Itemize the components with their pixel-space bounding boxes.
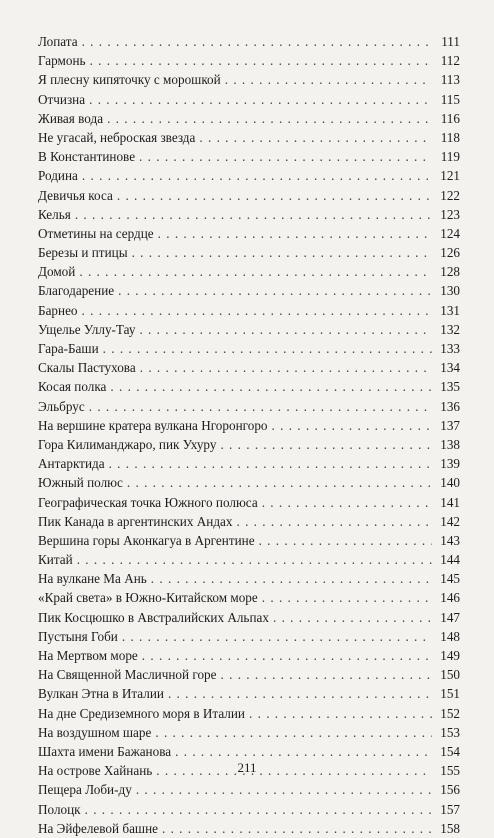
toc-entry	[38, 646, 460, 665]
toc-entry-page: 146	[440, 590, 460, 606]
dot-leader	[262, 493, 432, 512]
toc-entry	[38, 70, 460, 89]
toc-entry-page: 133	[440, 341, 460, 356]
toc-entry-page: 139	[440, 456, 460, 472]
toc-entry	[38, 339, 460, 358]
toc-entry-title: Благодарение	[38, 283, 115, 299]
dot-leader	[175, 742, 432, 761]
toc-entry-page: 112	[440, 53, 460, 69]
toc-entry-page: 126	[440, 245, 460, 261]
table-of-contents	[38, 32, 460, 838]
dot-leader	[90, 51, 432, 70]
toc-entry	[38, 186, 460, 205]
toc-entry-page: 154	[440, 743, 460, 759]
toc-entry-title: Родина	[38, 168, 78, 184]
toc-entry	[38, 588, 460, 607]
toc-entry	[38, 128, 460, 147]
toc-entry-title: Березы и птицы	[38, 245, 128, 261]
toc-entry-page: 122	[440, 187, 460, 203]
toc-entry	[38, 473, 460, 492]
toc-entry-page: 145	[440, 571, 460, 587]
toc-entry-page: 155	[440, 763, 460, 779]
toc-entry	[38, 243, 460, 262]
toc-entry	[38, 684, 460, 703]
toc-entry-page: 158	[440, 820, 460, 836]
dot-leader	[89, 90, 432, 109]
dot-leader	[136, 780, 432, 799]
toc-entry-title: Китай	[38, 552, 73, 568]
dot-leader	[79, 262, 432, 281]
toc-entry	[38, 800, 460, 819]
toc-entry-page: 156	[440, 782, 460, 798]
toc-entry-page: 134	[440, 360, 460, 376]
toc-entry-page: 141	[440, 494, 460, 510]
toc-entry-title: На острове Хайнань	[38, 763, 153, 779]
dot-leader	[82, 166, 432, 185]
toc-entry-page: 150	[440, 667, 460, 683]
toc-entry	[38, 780, 460, 799]
toc-entry-title: На вулкане Ма Ань	[38, 571, 147, 587]
dot-leader	[77, 550, 432, 569]
toc-entry	[38, 665, 460, 684]
dot-leader	[82, 301, 432, 320]
toc-entry-page: 135	[440, 379, 460, 395]
dot-leader	[117, 186, 432, 205]
dot-leader	[162, 819, 432, 838]
dot-leader	[158, 224, 432, 243]
dot-leader	[140, 358, 432, 377]
toc-entry	[38, 32, 460, 51]
toc-entry-page: 136	[440, 398, 460, 414]
toc-entry-title: На вершине кратера вулкана Нгоронгоро	[38, 417, 268, 433]
toc-entry-page: 118	[440, 129, 460, 145]
toc-entry-page: 111	[441, 34, 460, 49]
toc-entry-page: 153	[440, 724, 460, 740]
toc-entry-page: 131	[440, 302, 460, 318]
toc-entry	[38, 742, 460, 761]
toc-entry	[38, 627, 460, 646]
toc-entry	[38, 262, 460, 281]
page-number: 211	[237, 760, 257, 775]
dot-leader	[127, 473, 432, 492]
toc-entry-title: Географическая точка Южного полюса	[38, 494, 258, 510]
dot-leader	[103, 339, 432, 358]
toc-entry	[38, 608, 460, 627]
dot-leader	[168, 684, 432, 703]
toc-entry-page: 144	[440, 552, 460, 568]
toc-entry-title: Живая вода	[38, 110, 104, 126]
toc-entry-title: Пик Канада в аргентинских Андах	[38, 513, 233, 529]
toc-entry-title: Эльбрус	[38, 398, 85, 414]
toc-entry	[38, 569, 460, 588]
toc-entry-page: 137	[440, 417, 460, 433]
toc-entry	[38, 51, 460, 70]
toc-entry	[38, 512, 460, 531]
toc-entry	[38, 397, 460, 416]
toc-entry-page: 143	[440, 532, 460, 548]
toc-entry	[38, 454, 460, 473]
dot-leader	[221, 665, 433, 684]
toc-entry-title: На Священной Масличной горе	[38, 667, 217, 683]
toc-entry-page: 115	[440, 91, 460, 107]
toc-entry	[38, 147, 460, 166]
toc-entry-page: 113	[440, 72, 460, 88]
toc-entry-title: Вулкан Этна в Италии	[38, 686, 164, 702]
dot-leader	[259, 531, 432, 550]
toc-entry	[38, 224, 460, 243]
toc-entry-page: 132	[440, 321, 460, 337]
toc-entry-title: Гармонь	[38, 53, 86, 69]
toc-entry-title: Келья	[38, 206, 71, 222]
dot-leader	[139, 320, 432, 339]
dot-leader	[142, 646, 432, 665]
toc-entry	[38, 358, 460, 377]
dot-leader	[220, 435, 432, 454]
toc-entry	[38, 320, 460, 339]
toc-entry-title: На дне Средиземного моря в Италии	[38, 705, 245, 721]
dot-leader	[249, 704, 432, 723]
toc-entry	[38, 281, 460, 300]
dot-leader	[151, 569, 432, 588]
toc-entry-title: Ущелье Уллу-Тау	[38, 321, 136, 337]
toc-entry-page: 119	[440, 149, 460, 165]
dot-leader	[273, 608, 432, 627]
toc-entry-title: Барнео	[38, 302, 78, 318]
dot-leader	[107, 109, 432, 128]
toc-entry	[38, 90, 460, 109]
toc-entry-title: Скалы Пастухова	[38, 360, 136, 376]
dot-leader	[225, 70, 432, 89]
toc-entry-page: 140	[440, 475, 460, 491]
toc-entry-title: На воздушном шаре	[38, 724, 152, 740]
toc-entry-title: Косая полка	[38, 379, 107, 395]
toc-entry-title: Полоцк	[38, 801, 81, 817]
dot-leader	[118, 281, 432, 300]
toc-entry-title: Лопата	[38, 34, 78, 49]
toc-entry	[38, 301, 460, 320]
toc-entry-title: Отметины на сердце	[38, 225, 154, 241]
toc-entry-page: 142	[440, 513, 460, 529]
toc-entry-title: Пещера Лоби-ду	[38, 782, 132, 798]
toc-entry	[38, 493, 460, 512]
toc-entry-title: На Мертвом море	[38, 648, 138, 663]
toc-entry	[38, 819, 460, 838]
dot-leader	[272, 416, 432, 435]
toc-entry	[38, 205, 460, 224]
dot-leader	[262, 588, 432, 607]
toc-entry-page: 124	[440, 225, 460, 241]
toc-entry	[38, 531, 460, 550]
toc-entry-title: На Эйфелевой башне	[38, 820, 158, 836]
dot-leader	[89, 397, 432, 416]
toc-entry-title: Домой	[38, 264, 76, 280]
toc-entry-title: «Край света» в Южно-Китайском море	[38, 590, 258, 606]
toc-entry-title: Пик Косцюшко в Австралийских Альпах	[38, 609, 269, 625]
toc-entry	[38, 550, 460, 569]
dot-leader	[199, 128, 432, 147]
dot-leader	[122, 627, 432, 646]
dot-leader	[132, 243, 432, 262]
toc-entry-page: 128	[440, 264, 460, 280]
dot-leader	[236, 512, 432, 531]
toc-entry-title: Не угасай, неброская звезда	[38, 129, 196, 145]
toc-entry	[38, 435, 460, 454]
toc-entry-page: 157	[440, 801, 460, 817]
toc-entry-title: Антарктида	[38, 456, 105, 472]
toc-entry-page: 130	[440, 283, 460, 299]
toc-entry-page: 121	[440, 168, 460, 184]
toc-entry-page: 151	[440, 686, 460, 702]
toc-entry-page: 149	[440, 648, 460, 663]
toc-entry-page: 116	[440, 110, 460, 126]
dot-leader	[82, 32, 432, 51]
toc-entry	[38, 704, 460, 723]
toc-entry	[38, 416, 460, 435]
toc-entry	[38, 109, 460, 128]
toc-entry-title: Гара-Баши	[38, 341, 99, 356]
toc-entry-page: 138	[440, 436, 460, 452]
toc-entry-title: В Константинове	[38, 149, 136, 165]
dot-leader	[139, 147, 432, 166]
toc-entry-title: Южный полюс	[38, 475, 123, 491]
dot-leader	[85, 800, 432, 819]
toc-entry-title: Девичья коса	[38, 187, 113, 203]
dot-leader	[75, 205, 432, 224]
dot-leader	[110, 377, 432, 396]
dot-leader	[155, 723, 432, 742]
toc-entry-page: 152	[440, 705, 460, 721]
dot-leader	[109, 454, 432, 473]
toc-entry-title: Отчизна	[38, 91, 86, 107]
toc-entry	[38, 166, 460, 185]
toc-entry-page: 148	[440, 628, 460, 644]
toc-entry	[38, 377, 460, 396]
toc-entry-title: Гора Килиманджаро, пик Ухуру	[38, 436, 217, 452]
toc-entry-title: Пустыня Гоби	[38, 628, 118, 644]
toc-entry-title: Вершина горы Аконкагуа в Аргентине	[38, 532, 255, 548]
toc-entry-title: Шахта имени Бажанова	[38, 743, 172, 759]
toc-entry-title: Я плесну кипяточку с морошкой	[38, 72, 221, 88]
toc-entry	[38, 723, 460, 742]
toc-entry-page: 147	[440, 609, 460, 625]
toc-entry-page: 123	[440, 206, 460, 222]
